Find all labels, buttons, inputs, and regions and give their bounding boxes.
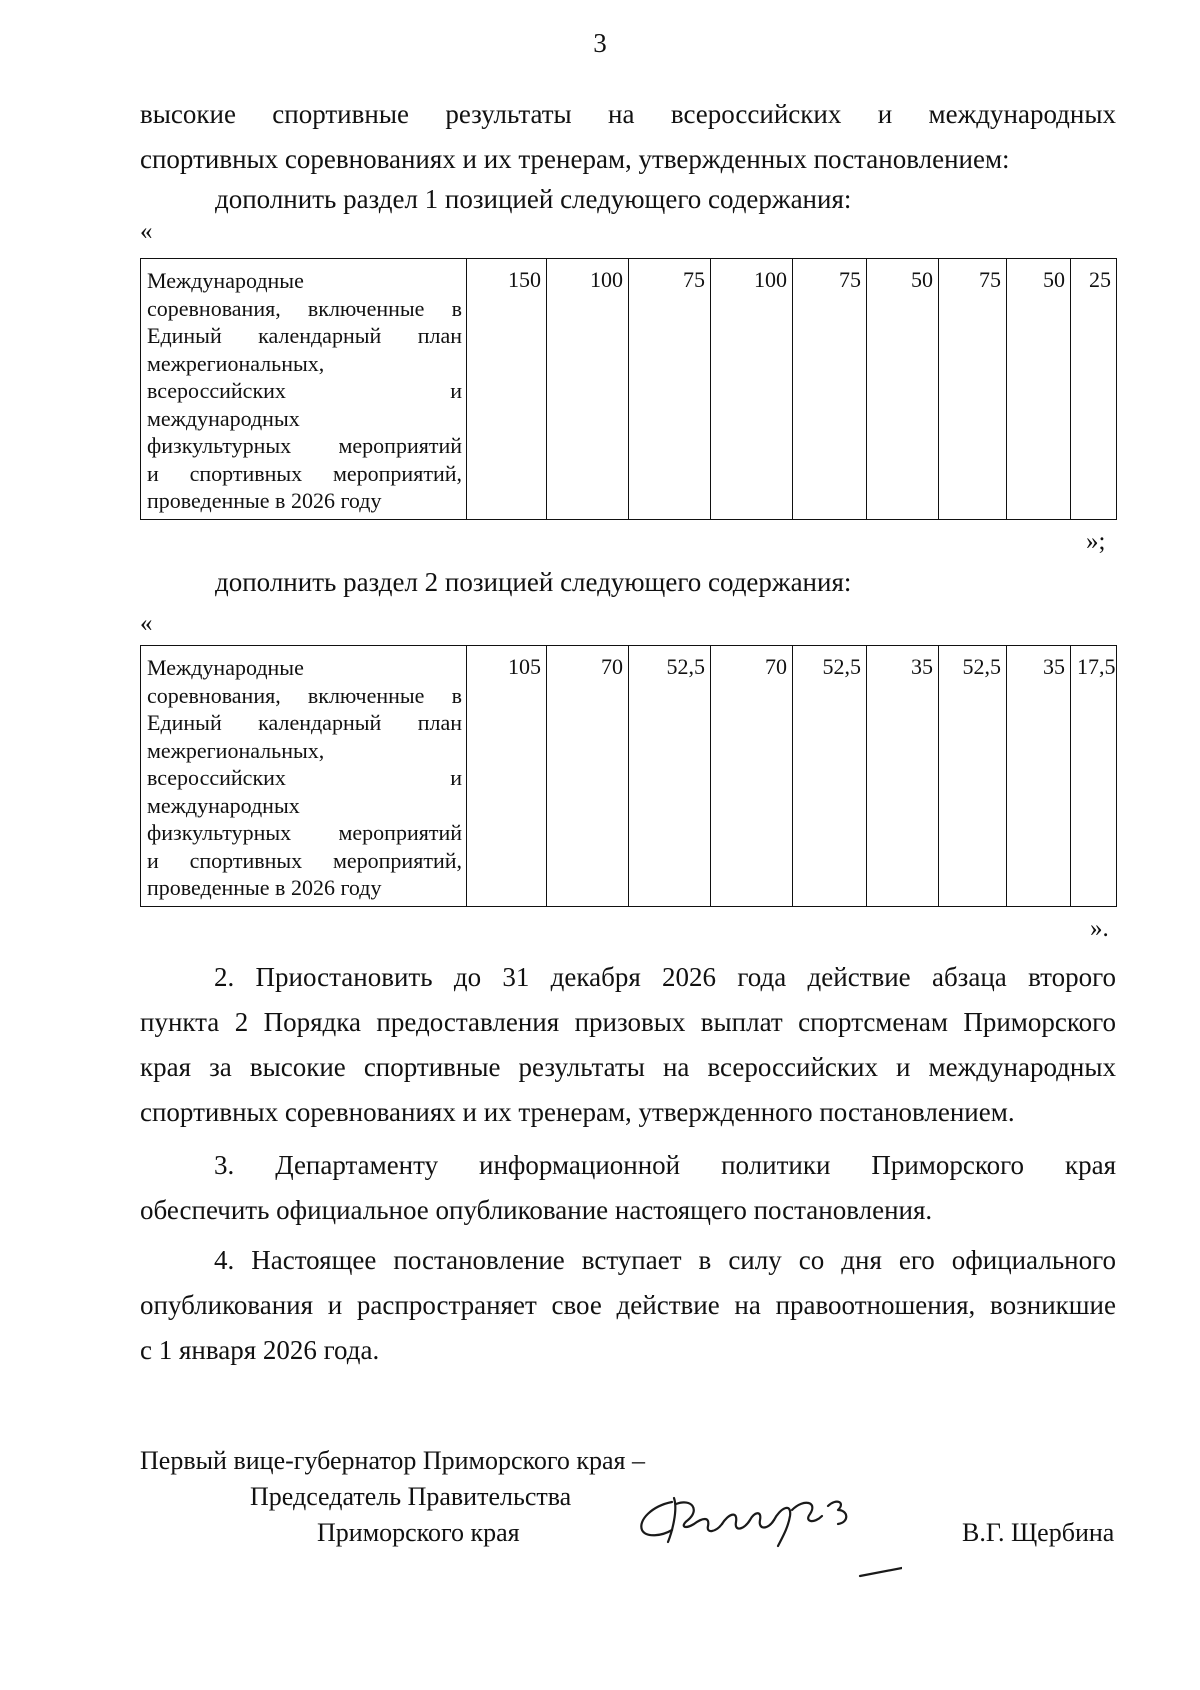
section1-description-cell [141, 259, 467, 520]
item2-line: спортивных соревнованиях и их тренерам, утвержденного постановлением. [140, 1097, 1015, 1127]
item2-paragraph [140, 955, 1116, 1135]
item3-line: обеспечить официальное опубликование настоящего постановления. [140, 1195, 933, 1225]
item2-line: края за высокие спортивные результаты на всероссийских и международных [140, 1052, 1116, 1082]
desc-line: проведенные в 2026 году [147, 488, 382, 513]
desc-line: межрегиональных, [147, 737, 325, 763]
item2-line: 2. Приостановить до 31 декабря 2026 года действие абзаца второго [214, 962, 1116, 992]
item3-line: 3. Департаменту информационной политики Приморского края [214, 1150, 1116, 1180]
section2-close-quote: ». [1090, 915, 1109, 942]
section2-value: 105 [467, 646, 547, 907]
desc-line: всероссийских и [147, 765, 462, 790]
section1-close-quote: »; [1086, 528, 1106, 555]
desc-line: физкультурных мероприятий [147, 820, 462, 845]
section1-heading: дополнить раздел 1 позицией следующего содержания: [215, 184, 852, 214]
desc-line: Единый календарный план [147, 323, 462, 348]
section2-value: 52,5 [939, 646, 1007, 907]
desc-line: Международные [147, 655, 304, 680]
desc-line: соревнования, включенные в [147, 682, 462, 708]
item4-line: опубликования и распространяет свое действие на правоотношения, возникшие [140, 1290, 1116, 1320]
intro-line-2: спортивных соревнованиях и их тренерам, утвержденных постановлением: [140, 144, 1010, 174]
desc-line: Международные [147, 268, 304, 293]
intro-line-1: высокие спортивные результаты на всероссийских и международных [140, 99, 1116, 129]
signatory-title-line-2: Председатель Правительства [250, 1482, 572, 1511]
section1-open-quote: « [140, 218, 153, 245]
section1-value: 75 [939, 259, 1007, 520]
page-number: 3 [593, 28, 607, 58]
section2-value: 52,5 [629, 646, 711, 907]
section2-value: 70 [711, 646, 793, 907]
signatory-name: В.Г. Щербина [962, 1518, 1115, 1547]
section2-value: 35 [1007, 646, 1071, 907]
desc-line: проведенные в 2026 году [147, 875, 382, 900]
section1-table [140, 258, 1117, 520]
desc-line: международных [147, 405, 300, 431]
desc-line: межрегиональных, [147, 350, 325, 376]
section1-value: 150 [467, 259, 547, 520]
item2-line: пункта 2 Порядка предоставления призовых выплат спортсменам Приморского [140, 1007, 1116, 1037]
section1-value: 50 [867, 259, 939, 520]
desc-line: международных [147, 792, 300, 818]
signatory-title-line-1: Первый вице-губернатор Приморского края – [140, 1446, 645, 1475]
signatory-title-line-3: Приморского края [317, 1518, 520, 1547]
desc-line: физкультурных мероприятий [147, 433, 462, 458]
section2-value: 70 [547, 646, 629, 907]
section1-value: 100 [711, 259, 793, 520]
section1-value: 25 [1071, 259, 1117, 520]
intro-paragraph [140, 92, 1116, 182]
item4-line: с 1 января 2026 года. [140, 1335, 380, 1365]
section2-value: 17,5 [1071, 646, 1117, 907]
section2-description-cell [141, 646, 467, 907]
section2-open-quote: « [140, 610, 153, 637]
desc-line: Единый календарный план [147, 710, 462, 735]
desc-line: всероссийских и [147, 378, 462, 403]
section1-row [141, 259, 1117, 520]
section1-value: 50 [1007, 259, 1071, 520]
section1-value: 100 [547, 259, 629, 520]
item4-line: 4. Настоящее постановление вступает в силу со дня его официального [214, 1245, 1116, 1275]
item4-paragraph [140, 1238, 1116, 1373]
desc-line: и спортивных мероприятий, [147, 847, 462, 873]
section1-value: 75 [793, 259, 867, 520]
section2-table [140, 645, 1117, 907]
section2-value: 35 [867, 646, 939, 907]
item3-paragraph [140, 1143, 1116, 1233]
section1-value: 75 [629, 259, 711, 520]
section2-value: 52,5 [793, 646, 867, 907]
section2-row [141, 646, 1117, 907]
desc-line: соревнования, включенные в [147, 295, 462, 321]
section2-heading: дополнить раздел 2 позицией следующего содержания: [215, 567, 852, 597]
handwritten-signature [632, 1480, 902, 1590]
desc-line: и спортивных мероприятий, [147, 460, 462, 486]
